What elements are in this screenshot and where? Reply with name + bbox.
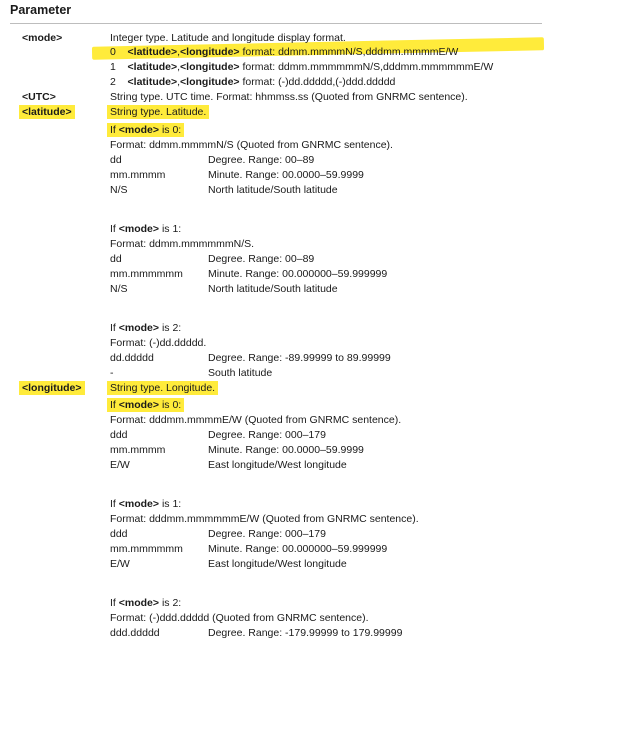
mode-desc: Integer type. Latitude and longitude display format. [110,32,346,44]
latitude-desc: String type. Latitude. [110,105,209,119]
title-rule [10,23,542,24]
latitude-mode1-value: North latitude/South latitude [208,283,338,295]
longitude-mode0-key: mm.mmmm [110,444,166,456]
latitude-mode0-format: Format: ddmm.mmmmN/S (Quoted from GNRMC sentence). [110,139,393,151]
mode-option-0: 0 <latitude>,<longitude> format: ddmm.mmmmN/S,dddmm.mmmmE/W [110,46,459,58]
longitude-mode0-key: ddd [110,429,128,441]
mode-option-1: 1 <latitude>,<longitude> format: ddmm.mmmmmmN/S,dddmm.mmmmmmE/W [110,61,494,73]
latitude-mode2-key: dd.ddddd [110,352,154,364]
longitude-mode0-condition: If <mode> is 0: [110,398,184,412]
longitude-mode0-value: Minute. Range: 00.0000–59.9999 [208,444,364,456]
longitude-mode2-value: Degree. Range: -179.99999 to 179.99999 [208,627,403,639]
longitude-mode2-format: Format: (-)ddd.ddddd (Quoted from GNRMC sentence). [110,612,369,624]
latitude-mode1-key: mm.mmmmmm [110,268,183,280]
param-name-latitude: <latitude> [22,105,75,119]
latitude-mode2-format: Format: (-)dd.ddddd. [110,337,207,349]
longitude-mode1-format: Format: dddmm.mmmmmmE/W (Quoted from GNRMC sentence). [110,513,419,525]
latitude-mode2-key: - [110,367,114,379]
latitude-mode2-value: South latitude [208,367,273,379]
longitude-mode0-value: East longitude/West longitude [208,459,347,471]
latitude-mode0-key: dd [110,154,122,166]
section-title: Parameter [10,3,72,17]
longitude-mode2-key: ddd.ddddd [110,627,160,639]
latitude-mode1-format: Format: ddmm.mmmmmmN/S. [110,238,255,250]
latitude-mode0-key: N/S [110,184,128,196]
mode-option-2: 2 <latitude>,<longitude> format: (-)dd.ddddd,(-)ddd.ddddd [110,76,396,88]
latitude-mode2-value: Degree. Range: -89.99999 to 89.99999 [208,352,391,364]
utc-desc: String type. UTC time. Format: hhmmss.ss (Quoted from GNRMC sentence). [110,91,468,103]
longitude-mode1-key: mm.mmmmmm [110,543,183,555]
longitude-mode1-key: E/W [110,558,130,570]
longitude-mode0-format: Format: dddmm.mmmmE/W (Quoted from GNRMC sentence). [110,414,402,426]
latitude-mode1-key: dd [110,253,122,265]
longitude-mode0-value: Degree. Range: 000–179 [208,429,326,441]
latitude-mode2-condition: If <mode> is 2: [110,322,182,334]
longitude-mode1-key: ddd [110,528,128,540]
latitude-mode0-value: North latitude/South latitude [208,184,338,196]
longitude-desc: String type. Longitude. [110,381,218,395]
param-name-utc: <UTC> [22,91,56,103]
latitude-mode1-key: N/S [110,283,128,295]
longitude-mode0-key: E/W [110,459,130,471]
latitude-mode0-key: mm.mmmm [110,169,166,181]
param-name-longitude: <longitude> [22,381,85,395]
latitude-mode0-value: Minute. Range: 00.0000–59.9999 [208,169,364,181]
longitude-mode1-value: Degree. Range: 000–179 [208,528,326,540]
latitude-mode0-value: Degree. Range: 00–89 [208,154,315,166]
param-name-mode: <mode> [22,32,63,44]
latitude-mode1-condition: If <mode> is 1: [110,223,182,235]
longitude-mode2-condition: If <mode> is 2: [110,597,182,609]
latitude-mode1-value: Degree. Range: 00–89 [208,253,315,265]
latitude-mode1-value: Minute. Range: 00.000000–59.999999 [208,268,388,280]
longitude-mode1-value: Minute. Range: 00.000000–59.999999 [208,543,388,555]
longitude-mode1-condition: If <mode> is 1: [110,498,182,510]
latitude-mode0-condition: If <mode> is 0: [110,123,184,137]
longitude-mode1-value: East longitude/West longitude [208,558,347,570]
